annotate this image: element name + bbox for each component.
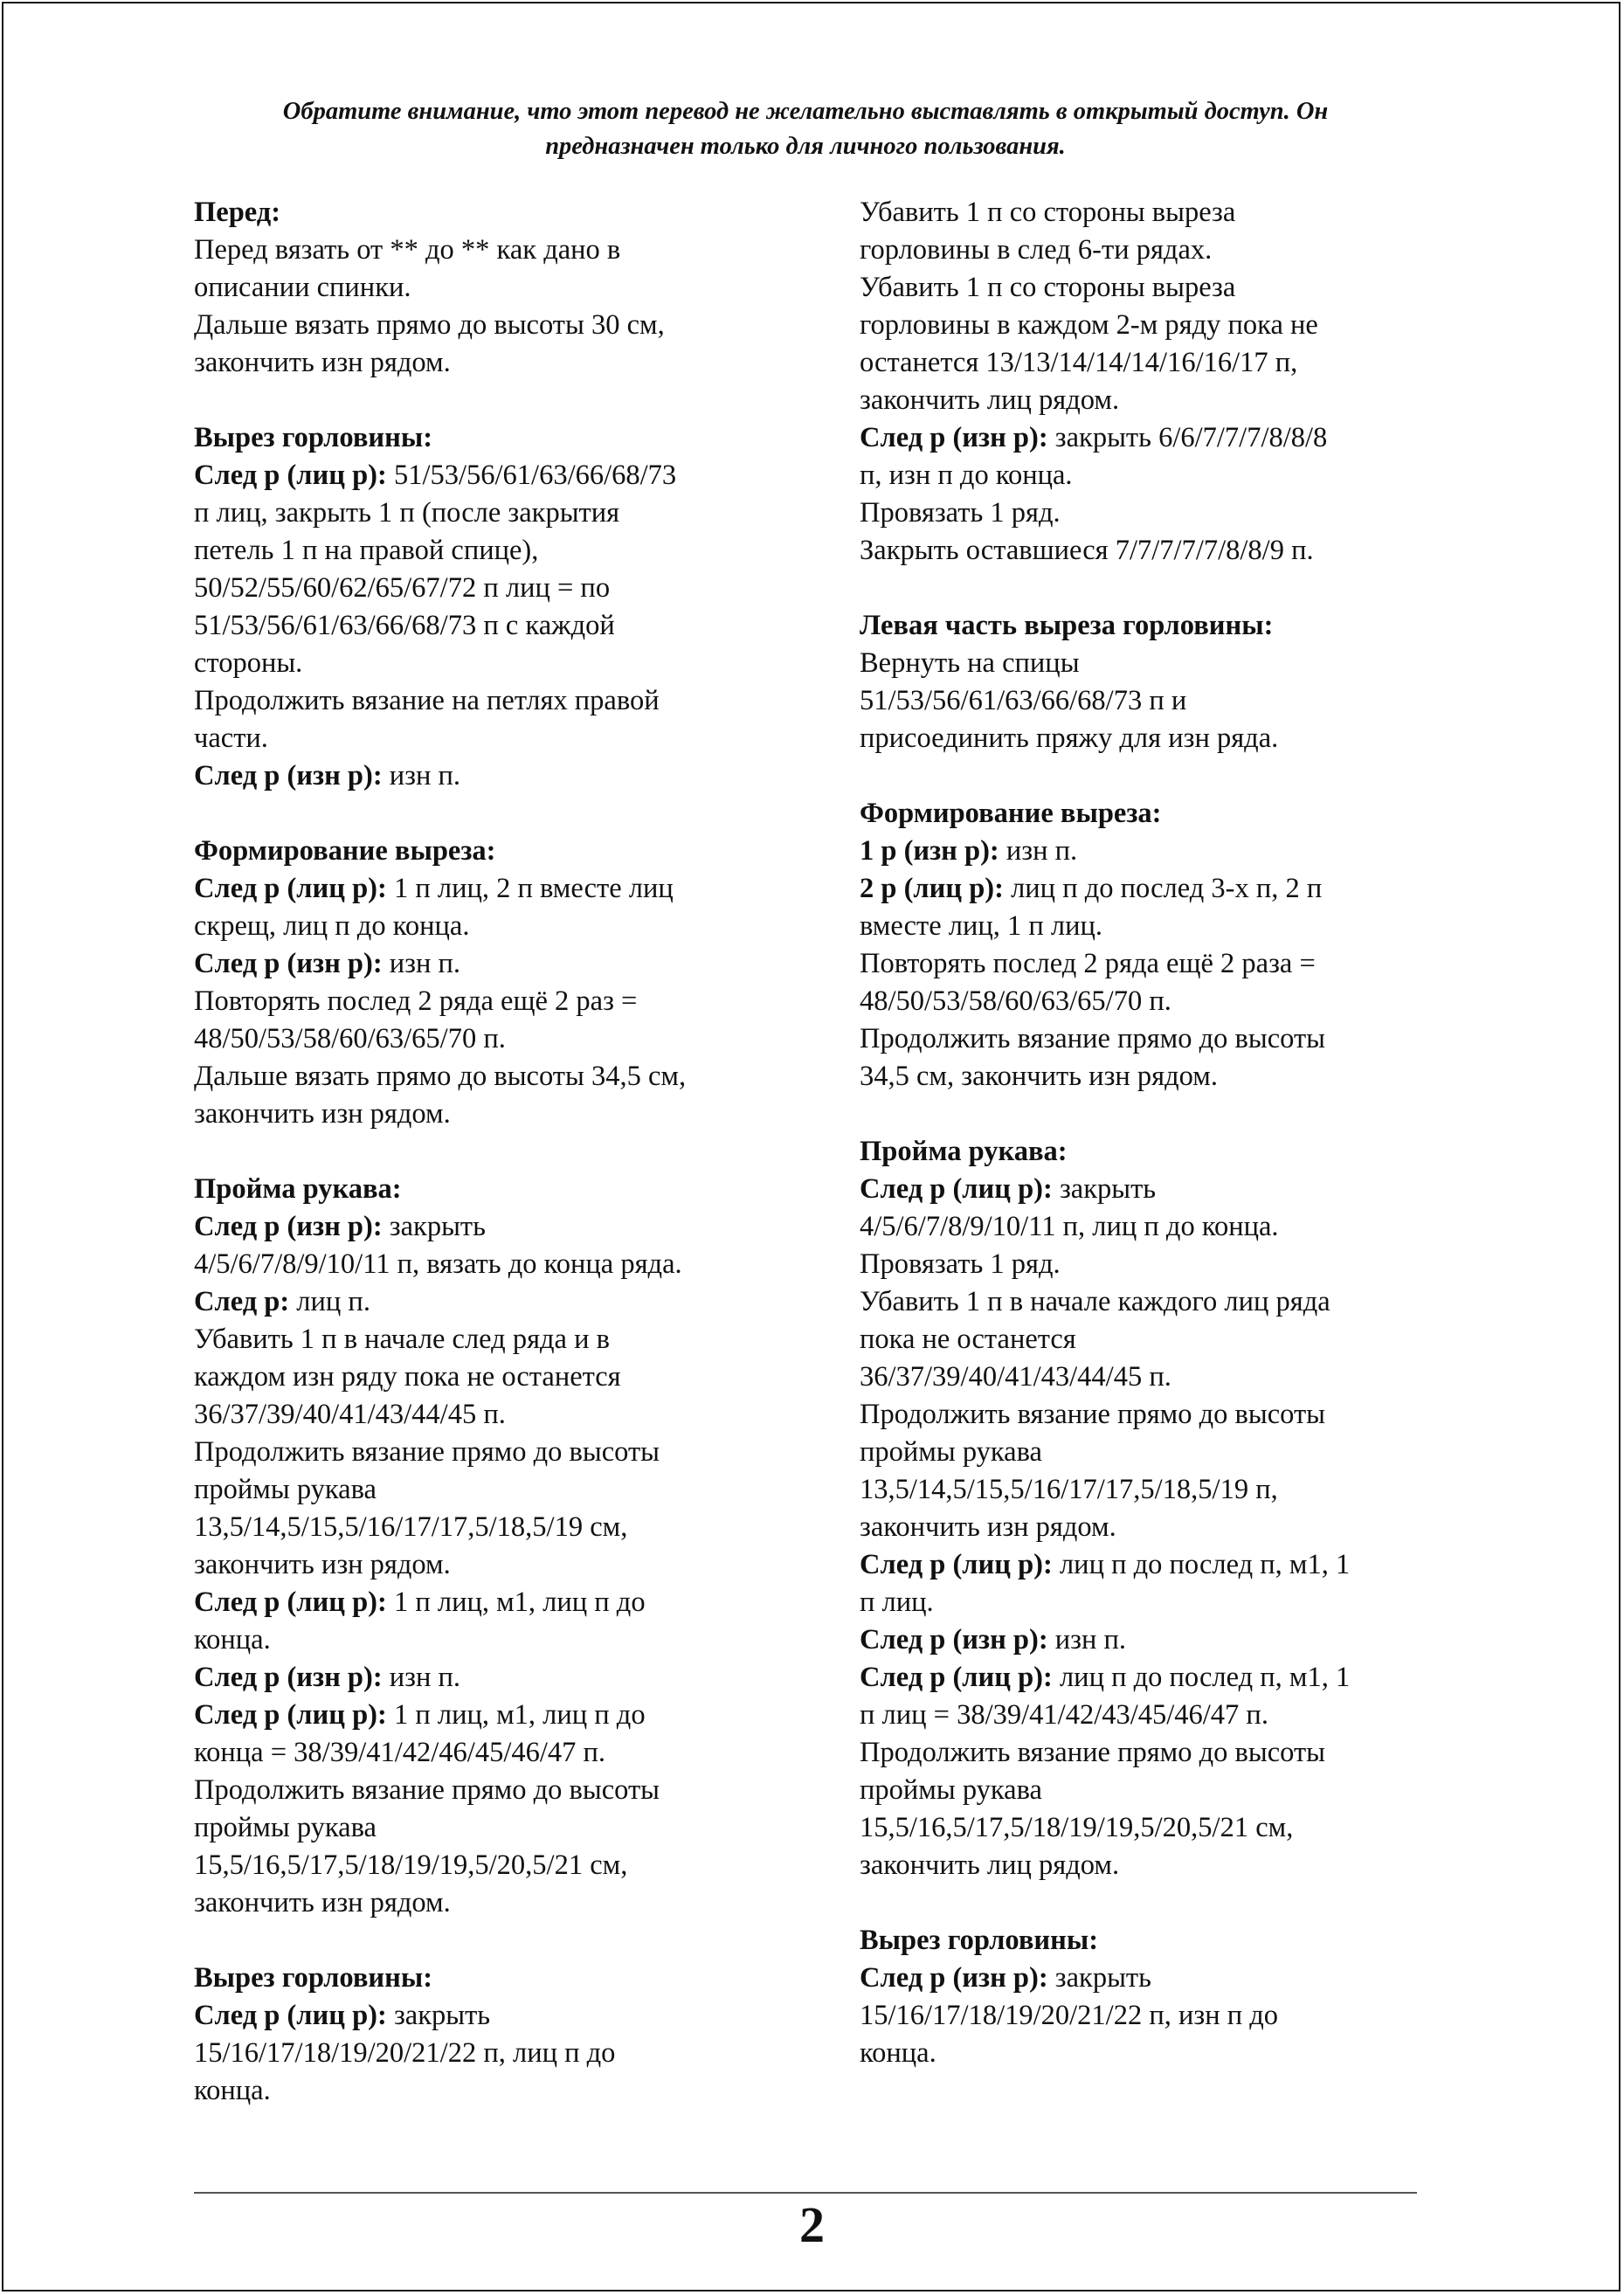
text-line: [194, 457, 805, 494]
body-text: изн п.: [382, 948, 461, 979]
bold-label: След р (изн р):: [194, 948, 383, 979]
body-text: закончить изн рядом.: [194, 1887, 451, 1918]
text-line: [194, 607, 805, 645]
text-line: [194, 1772, 805, 1809]
body-text: Убавить 1 п со стороны выреза: [860, 272, 1236, 303]
text-line: [860, 607, 1436, 645]
text-line: [194, 1960, 805, 1997]
bold-label: Вырез горловины:: [860, 1925, 1099, 1956]
body-text: 36/37/39/40/41/43/44/45 п.: [194, 1399, 506, 1430]
body-text: 4/5/6/7/8/9/10/11 п, лиц п до конца.: [860, 1211, 1279, 1242]
body-text: п, изн п до конца.: [860, 460, 1073, 491]
body-text: вместе лиц, 1 п лиц.: [860, 910, 1103, 942]
text-line: [860, 457, 1436, 494]
body-text: лиц п.: [289, 1286, 370, 1317]
body-text: закончить изн рядом.: [860, 1511, 1116, 1543]
bold-label: Пройма рукава:: [194, 1173, 402, 1205]
text-line: [860, 795, 1436, 833]
text-line: [194, 945, 805, 983]
text-line: [860, 1772, 1436, 1809]
translation-notice: [194, 94, 1417, 164]
bold-label: След р (лиц р):: [194, 1699, 387, 1731]
text-line: [194, 1208, 805, 1246]
body-text: 15/16/17/18/19/20/21/22 п, изн п до: [860, 2000, 1279, 2031]
body-text: Повторять послед 2 ряда ещё 2 раза =: [860, 948, 1316, 979]
text-line: [860, 1396, 1436, 1434]
bold-label: След р (изн р):: [194, 1662, 383, 1693]
body-text: останется 13/13/14/14/14/16/16/17 п,: [860, 347, 1298, 378]
text-line: [860, 870, 1436, 908]
text-line: [860, 720, 1436, 757]
text-line: [860, 1546, 1436, 1584]
text-line: [860, 1358, 1436, 1396]
body-text: 4/5/6/7/8/9/10/11 п, вязать до конца ряда.: [194, 1248, 682, 1280]
body-text: 51/53/56/61/63/66/68/73 п с каждой: [194, 610, 615, 641]
text-line: [860, 1659, 1436, 1697]
paragraph-gap: [194, 1133, 805, 1171]
paragraph-gap: [860, 570, 1436, 607]
bold-label: След р (изн р):: [860, 1624, 1048, 1656]
text-line: [860, 1584, 1436, 1621]
body-text: изн п.: [382, 1662, 461, 1693]
text-line: [860, 1734, 1436, 1772]
body-text: 51/53/56/61/63/66/68/73: [386, 460, 677, 491]
text-line: [860, 1997, 1436, 2035]
body-text: 15,5/16,5/17,5/18/19/19,5/20,5/21 см,: [860, 1812, 1294, 1843]
text-line: [860, 1321, 1436, 1358]
text-line: [860, 945, 1436, 983]
text-line: [860, 532, 1436, 570]
bold-label: 2 р (лиц р):: [860, 873, 1004, 904]
body-text: 1 п лиц, м1, лиц п до: [386, 1699, 646, 1731]
body-text: Провязать 1 ряд.: [860, 1248, 1061, 1280]
text-line: [194, 1321, 805, 1358]
bold-label: След р (лиц р):: [860, 1549, 1053, 1580]
text-line: [860, 1020, 1436, 1058]
text-line: [860, 2035, 1436, 2072]
body-text: 1 п лиц, м1, лиц п до: [386, 1586, 646, 1618]
text-line: [860, 1471, 1436, 1509]
body-text: закончить изн рядом.: [194, 1549, 451, 1580]
text-line: [194, 1509, 805, 1546]
body-text: проймы рукава: [860, 1436, 1042, 1468]
body-text: п лиц, закрыть 1 п (после закрытия: [194, 497, 620, 529]
bold-label: След р:: [194, 1286, 290, 1317]
text-line: [194, 682, 805, 720]
body-text: 50/52/55/60/62/65/67/72 п лиц = по: [194, 572, 611, 604]
text-line: [194, 720, 805, 757]
left-column: [194, 194, 805, 2110]
text-line: [194, 1058, 805, 1096]
text-line: [860, 269, 1436, 307]
text-line: [860, 682, 1436, 720]
body-text: закрыть: [1047, 1962, 1151, 1994]
body-text: Дальше вязать прямо до высоты 30 см,: [194, 309, 665, 341]
text-line: [194, 344, 805, 382]
body-text: 15,5/16,5/17,5/18/19/19,5/20,5/21 см,: [194, 1849, 628, 1881]
text-line: [860, 1809, 1436, 1847]
text-line: [194, 1471, 805, 1509]
body-text: Вернуть на спицы: [860, 647, 1080, 679]
bold-label: След р (изн р):: [194, 760, 383, 791]
body-text: присоединить пряжу для изн ряда.: [860, 722, 1279, 754]
paragraph-gap: [194, 1922, 805, 1960]
body-text: лиц п до послед п, м1, 1: [1052, 1662, 1351, 1693]
text-line: [860, 307, 1436, 344]
notice-line-2: предназначен только для личного пользования.: [545, 133, 1066, 160]
body-text: Дальше вязать прямо до высоты 34,5 см,: [194, 1061, 687, 1092]
body-text: закрыть: [386, 2000, 491, 2031]
right-column: [860, 194, 1436, 2072]
bold-label: Вырез горловины:: [194, 422, 433, 453]
text-line: [194, 494, 805, 532]
text-line: [194, 908, 805, 945]
body-text: изн п.: [1047, 1624, 1127, 1656]
body-text: Закрыть оставшиеся 7/7/7/7/7/8/8/9 п.: [860, 535, 1314, 566]
text-line: [194, 1020, 805, 1058]
body-text: горловины в каждом 2-м ряду пока не: [860, 309, 1318, 341]
bold-label: Формирование выреза:: [194, 835, 496, 867]
text-line: [194, 1847, 805, 1884]
bold-label: След р (изн р):: [194, 1211, 383, 1242]
body-text: Продолжить вязание прямо до высоты: [860, 1737, 1325, 1768]
text-line: [194, 2035, 805, 2072]
body-text: закончить изн рядом.: [194, 347, 451, 378]
text-line: [860, 833, 1436, 870]
bold-label: След р (лиц р):: [860, 1662, 1053, 1693]
body-text: Убавить 1 п в начале след ряда и в: [194, 1324, 610, 1355]
text-line: [194, 833, 805, 870]
notice-line-1: Обратите внимание, что этот перевод не желательно выставлять в открытый доступ. Он: [282, 98, 1329, 125]
text-line: [194, 1358, 805, 1396]
bold-label: Вырез горловины:: [194, 1962, 433, 1994]
bold-label: Перед:: [194, 197, 281, 228]
bold-label: Левая часть выреза горловины:: [860, 610, 1274, 641]
text-line: [194, 1734, 805, 1772]
bold-label: 1 р (изн р):: [860, 835, 999, 867]
body-text: закончить лиц рядом.: [860, 1849, 1120, 1881]
body-text: закрыть 6/6/7/7/7/8/8/8: [1047, 422, 1328, 453]
text-line: [860, 344, 1436, 382]
body-text: Продолжить вязание прямо до высоты: [194, 1436, 660, 1468]
body-text: проймы рукава: [194, 1474, 377, 1505]
body-text: Убавить 1 п со стороны выреза: [860, 197, 1236, 228]
text-line: [860, 1922, 1436, 1960]
bold-label: Формирование выреза:: [860, 798, 1162, 829]
text-line: [860, 382, 1436, 419]
body-text: 15/16/17/18/19/20/21/22 п, лиц п до: [194, 2037, 616, 2069]
body-text: Продолжить вязание прямо до высоты: [860, 1399, 1325, 1430]
text-line: [194, 1884, 805, 1922]
text-line: [194, 983, 805, 1020]
text-line: [860, 494, 1436, 532]
text-line: [860, 983, 1436, 1020]
page-number: 2: [799, 2196, 825, 2253]
text-line: [860, 194, 1436, 232]
paragraph-gap: [194, 382, 805, 419]
text-line: [860, 1171, 1436, 1208]
text-line: [194, 1809, 805, 1847]
body-text: 13,5/14,5/15,5/16/17/17,5/18,5/19 п,: [860, 1474, 1278, 1505]
text-line: [860, 1847, 1436, 1884]
text-line: [194, 1096, 805, 1133]
bold-label: Пройма рукава:: [860, 1136, 1068, 1167]
paragraph-gap: [860, 1096, 1436, 1133]
body-text: 1 п лиц, 2 п вместе лиц: [386, 873, 674, 904]
text-line: [194, 1434, 805, 1471]
body-text: закончить лиц рядом.: [860, 384, 1120, 416]
paragraph-gap: [860, 757, 1436, 795]
body-text: Продолжить вязание прямо до высоты: [194, 1774, 660, 1806]
text-line: [860, 1434, 1436, 1471]
body-text: горловины в след 6-ти рядах.: [860, 234, 1213, 266]
paragraph-gap: [860, 1884, 1436, 1922]
body-text: части.: [194, 722, 268, 754]
body-text: конца.: [194, 2075, 271, 2106]
text-line: [194, 570, 805, 607]
text-line: [860, 1621, 1436, 1659]
paragraph-gap: [194, 795, 805, 833]
body-text: 51/53/56/61/63/66/68/73 п и: [860, 685, 1187, 716]
text-line: [194, 1283, 805, 1321]
body-text: лиц п до послед п, м1, 1: [1052, 1549, 1351, 1580]
body-text: изн п.: [999, 835, 1078, 867]
text-line: [194, 645, 805, 682]
text-line: [194, 1697, 805, 1734]
bold-label: След р (лиц р):: [194, 2000, 387, 2031]
bold-label: След р (изн р):: [860, 422, 1048, 453]
body-text: петель 1 п на правой спице),: [194, 535, 539, 566]
body-text: Продолжить вязание на петлях правой: [194, 685, 660, 716]
body-text: пока не останется: [860, 1324, 1076, 1355]
body-text: проймы рукава: [194, 1812, 377, 1843]
footer-divider: [194, 2192, 1417, 2194]
body-text: Продолжить вязание прямо до высоты: [860, 1023, 1325, 1054]
body-text: конца.: [194, 1624, 271, 1656]
bold-label: След р (лиц р):: [194, 873, 387, 904]
body-text: описании спинки.: [194, 272, 411, 303]
text-line: [194, 1396, 805, 1434]
body-text: изн п.: [382, 760, 461, 791]
text-line: [860, 1283, 1436, 1321]
text-line: [194, 307, 805, 344]
body-text: каждом изн ряду пока не останется: [194, 1361, 621, 1393]
body-text: 48/50/53/58/60/63/65/70 п.: [860, 985, 1171, 1017]
body-text: п лиц = 38/39/41/42/43/45/46/47 п.: [860, 1699, 1268, 1731]
text-line: [194, 232, 805, 269]
body-text: п лиц.: [860, 1586, 934, 1618]
body-text: конца = 38/39/41/42/46/45/46/47 п.: [194, 1737, 606, 1768]
text-line: [194, 194, 805, 232]
body-text: Провязать 1 ряд.: [860, 497, 1061, 529]
body-text: Убавить 1 п в начале каждого лиц ряда: [860, 1286, 1330, 1317]
text-line: [860, 1246, 1436, 1283]
text-line: [860, 1208, 1436, 1246]
body-text: лиц п до послед 3-х п, 2 п: [1003, 873, 1323, 904]
body-text: 36/37/39/40/41/43/44/45 п.: [860, 1361, 1171, 1393]
bold-label: След р (лиц р):: [860, 1173, 1053, 1205]
text-line: [194, 1584, 805, 1621]
text-line: [194, 1171, 805, 1208]
bold-label: След р (лиц р):: [194, 1586, 387, 1618]
text-line: [194, 757, 805, 795]
text-line: [194, 1246, 805, 1283]
text-line: [860, 419, 1436, 457]
body-text: 13,5/14,5/15,5/16/17/17,5/18,5/19 см,: [194, 1511, 628, 1543]
body-text: закрыть: [1052, 1173, 1157, 1205]
text-line: [860, 1133, 1436, 1171]
text-line: [194, 2072, 805, 2110]
body-text: Перед вязать от ** до ** как дано в: [194, 234, 621, 266]
body-text: 48/50/53/58/60/63/65/70 п.: [194, 1023, 506, 1054]
text-line: [860, 1697, 1436, 1734]
text-line: [860, 908, 1436, 945]
text-line: [860, 1960, 1436, 1997]
text-line: [194, 1546, 805, 1584]
text-line: [194, 269, 805, 307]
text-line: [194, 870, 805, 908]
text-line: [860, 1509, 1436, 1546]
body-text: закрыть: [382, 1211, 486, 1242]
body-text: 34,5 см, закончить изн рядом.: [860, 1061, 1218, 1092]
text-line: [194, 532, 805, 570]
text-line: [194, 1997, 805, 2035]
body-text: Повторять послед 2 ряда ещё 2 раз =: [194, 985, 638, 1017]
text-line: [860, 645, 1436, 682]
body-text: закончить изн рядом.: [194, 1098, 451, 1130]
text-line: [860, 1058, 1436, 1096]
body-text: стороны.: [194, 647, 303, 679]
text-line: [194, 419, 805, 457]
bold-label: След р (изн р):: [860, 1962, 1048, 1994]
body-text: скрещ, лиц п до конца.: [194, 910, 470, 942]
text-line: [194, 1621, 805, 1659]
text-line: [860, 232, 1436, 269]
bold-label: След р (лиц р):: [194, 460, 387, 491]
text-line: [194, 1659, 805, 1697]
body-text: проймы рукава: [860, 1774, 1042, 1806]
body-text: конца.: [860, 2037, 936, 2069]
